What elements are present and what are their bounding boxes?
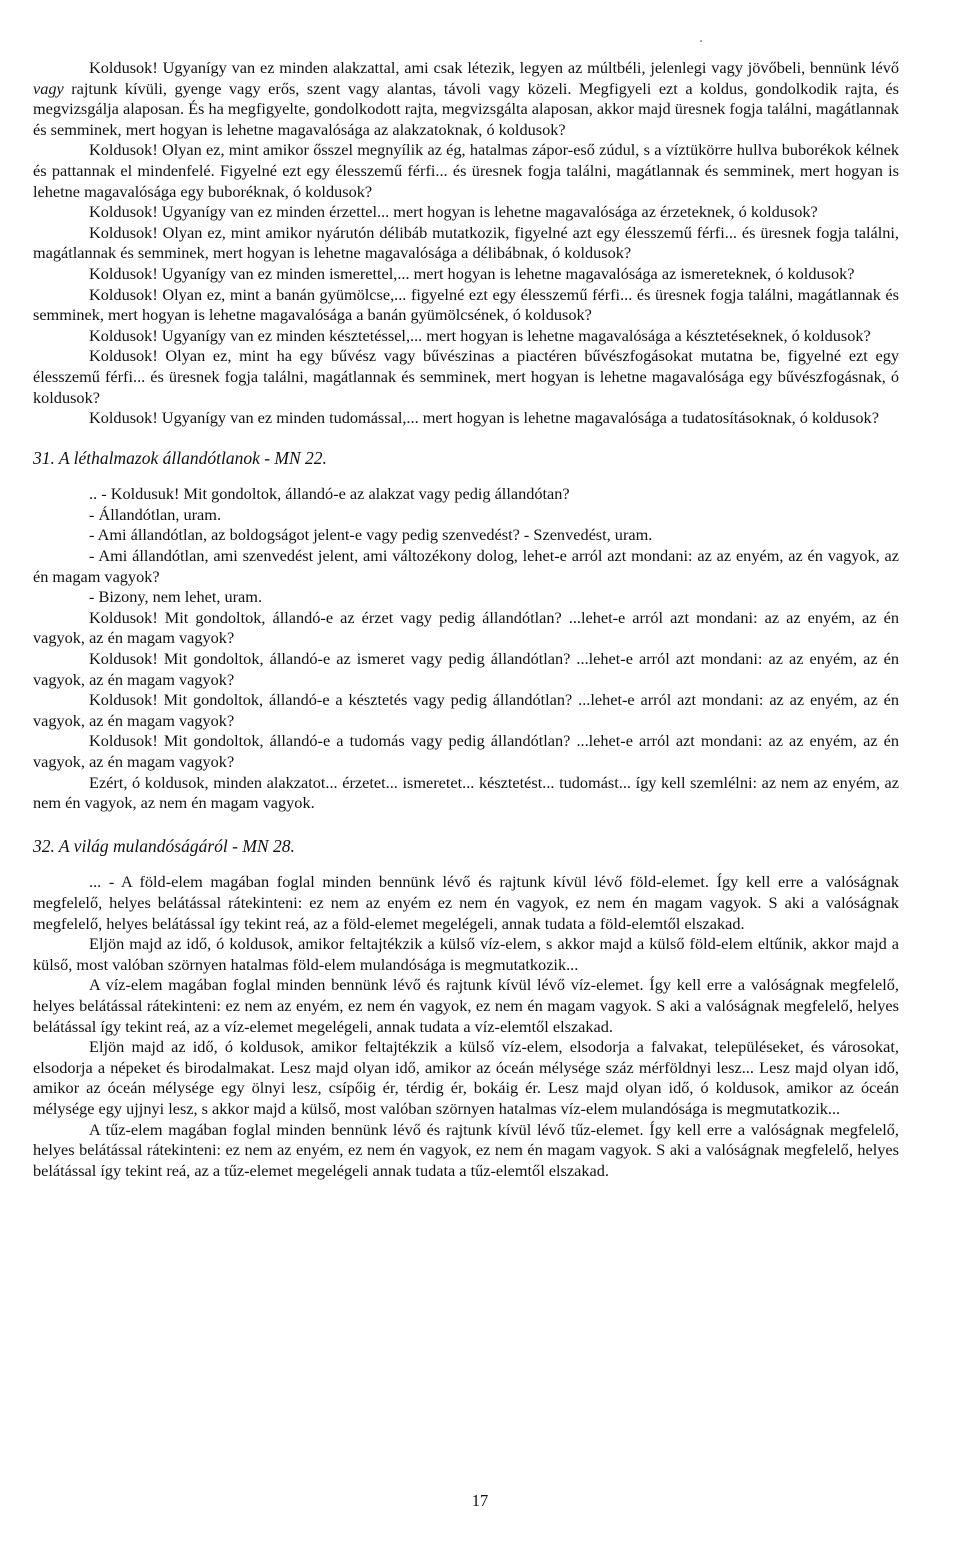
section-heading-31: 31. A léthalmazok állandótlanok - MN 22. [33, 447, 327, 468]
paragraph-31-2: - Állandótlan, uram. [89, 504, 222, 524]
paragraph-intro-4: Koldusok! Olyan ez, mint amikor nyárutón délibáb mutatkozik, figyelné azt egy élesszemű férfi... és üresnek fogja találni, magátlannak és semminek, mert hogyan is lehetne magavalósága a délibábnak, ó koldusok? [33, 222, 899, 263]
paragraph-31-1: .. - Koldusuk! Mit gondoltok, állandó-e az alakzat vagy pedig állandótan? [89, 484, 570, 504]
paragraph-31-8: Koldusok! Mit gondoltok, állandó-e a késztetés vagy pedig állandótlan? ...lehet-e arról azt mondani: az az enyém, az én vagyok, az én magam vagyok? [33, 690, 899, 730]
paragraph-intro-3: Koldusok! Ugyanígy van ez minden érzettel... mert hogyan is lehetne magavalósága az érzeteknek, ó koldusok? [89, 202, 818, 222]
page-number: 17 [471, 1491, 489, 1510]
scan-speck [700, 40, 702, 42]
paragraph-intro-1: Koldusok! Ugyanígy van ez minden alakzattal, ami csak létezik, legyen az múltbéli, jelenlegi vagy jövőbeli, bennünk lévő vagy rajtunk kívüli, gyenge vagy erős, szent vagy alantas, távoli vagy közeli. Megfigyeli ezt a koldus, gondolkodik rajta, és megvizsgálja alaposan. És ha megfigyelte, gondolkodott rajta, megvizsgálta alaposan, akkor majd üresnek fogja találni, magátlannak és semminek, mert hogyan is lehetne magavalósága az alakzatoknak, ó koldusok? [33, 58, 899, 139]
paragraph-intro-9: Koldusok! Ugyanígy van ez minden tudomással,... mert hogyan is lehetne magavalósága a tudatosításoknak, ó koldusok? [89, 408, 879, 428]
paragraph-32-1: ... - A föld-elem magában foglal minden bennünk lévő és rajtunk kívül lévő föld-elemet. Így kell erre a valóságnak megfelelő, helyes belátással rátekinteni: ez nem az enyém ez nem én vagyok, ez nem én magam vagyok. S aki a valóságnak megfelelő, helyes belátással így tekint reá, az a föld-elemet megelégeli, annak tudata a föld-elemtől elszakad. [33, 872, 899, 933]
paragraph-32-2: Eljön majd az idő, ó koldusok, amikor feltajtékzik a külső víz-elem, s akkor majd a külső föld-elem eltűnik, akkor majd a külső, most valóban szörnyen hatalmas föld-elem mulandósága is megmutatkozik... [33, 934, 899, 974]
paragraph-32-3: A víz-elem magában foglal minden bennünk lévő és rajtunk kívül lévő víz-elemet. Így kell erre a valóságnak megfelelő, helyes belátással rátekinteni: ez nem az enyém, ez nem én vagyok, ez nem én magam vagyok. S aki a valóságnak megfelelő, helyes belátással így tekint reá, az a víz-elemet megelégeli, annak tudata a víz-elemtől elszakad. [33, 975, 899, 1036]
paragraph-31-7: Koldusok! Mit gondoltok, állandó-e az ismeret vagy pedig állandótlan? ...lehet-e arról azt mondani: az az enyém, az én vagyok, az én magam vagyok? [33, 649, 899, 689]
emphasis-vagy: vagy [33, 78, 64, 98]
paragraph-31-9: Koldusok! Mit gondoltok, állandó-e a tudomás vagy pedig állandótlan? ...lehet-e arról azt mondani: az az enyém, az én vagyok, az én magam vagyok? [33, 731, 899, 771]
document-page [33, 58, 899, 1181]
paragraph-intro-7: Koldusok! Ugyanígy van ez minden késztetéssel,... mert hogyan is lehetne magavalósága a késztetéseknek, ó koldusok? [89, 325, 871, 345]
paragraph-intro-2: Koldusok! Olyan ez, mint amikor ősszel megnyílik az ég, hatalmas zápor-eső zúdul, s a víztükörre hullva buborékok kélnek és pattannak el mindenfelé. Figyelné ezt egy élesszemű férfi... és üresnek fogja találni, magátlannak és semminek, mert hogyan is lehetne magavalósága egy buboréknak, ó koldusok? [33, 140, 899, 201]
paragraph-31-10: Ezért, ó koldusok, minden alakzatot... érzetet... ismeretet... késztetést... tudomást... így kell szemlélni: az nem az enyém, az nem én vagyok, az nem én magam vagyok. [33, 772, 899, 813]
paragraph-intro-5: Koldusok! Ugyanígy van ez minden ismerettel,... mert hogyan is lehetne magavalósága az ismereteknek, ó koldusok? [89, 263, 855, 283]
section-heading-32: 32. A világ mulandóságáról - MN 28. [33, 835, 295, 856]
paragraph-intro-6: Koldusok! Olyan ez, mint a banán gyümölcse,... figyelné ezt egy élesszemű férfi... és üresnek fogja találni, magátlannak és semminek, mert hogyan is lehetne magavalósága a banán gyümölcsének, ó koldusok? [33, 284, 899, 325]
paragraph-31-4: - Ami állandótlan, ami szenvedést jelent, ami változékony dolog, lehet-e arról azt mondani: az az enyém, az én vagyok, az én magam vagyok? [33, 546, 899, 586]
paragraph-31-3: - Ami állandótlan, az boldogságot jelent-e vagy pedig szenvedést? - Szenvedést, uram. [89, 525, 653, 545]
paragraph-31-5: - Bizony, nem lehet, uram. [89, 587, 263, 607]
paragraph-31-6: Koldusok! Mit gondoltok, állandó-e az érzet vagy pedig állandótlan? ...lehet-e arról azt mondani: az az enyém, az én vagyok, az én magam vagyok? [33, 607, 899, 648]
paragraph-intro-8: Koldusok! Olyan ez, mint ha egy bűvész vagy bűvészinas a piactéren bűvészfogásokat mutatna be, figyelné ezt egy élesszemű férfi... és üresnek fogja találni, magátlannak és semminek, mert hogyan is lehetne magavalósága egy bűvészfogásnak, ó koldusok? [33, 346, 899, 407]
paragraph-32-4: Eljön majd az idő, ó koldusok, amikor feltajtékzik a külső víz-elem, elsodorja a falvakat, településeket, és városokat, elsodorja a népeket és birodalmakat. Lesz majd olyan idő, amikor az óceán mélysége száz mérföldnyi lesz... Lesz majd olyan idő, amikor az óceán mélysége egy ölnyi lesz, csípőig ér, térdig ér, bokáig ér. Lesz majd olyan idő, ó koldusok, amikor az óceán mélysége egy ujjnyi lesz, s akkor majd a külső, most valóban szörnyen hatalmas víz-elem mulandósága is megmutatkozik... [33, 1037, 899, 1118]
paragraph-32-5: A tűz-elem magában foglal minden bennünk lévő és rajtunk kívül lévő tűz-elemet. Így kell erre a valóságnak megfelelő, helyes belátással rátekinteni: ez nem az enyém, ez nem én vagyok, ez nem én magam vagyok. S aki a valóságnak megfelelő, helyes belátással így tekint reá, az a tűz-elemet megelégeli annak tudata a tűz-elemtől elszakad. [33, 1119, 899, 1180]
